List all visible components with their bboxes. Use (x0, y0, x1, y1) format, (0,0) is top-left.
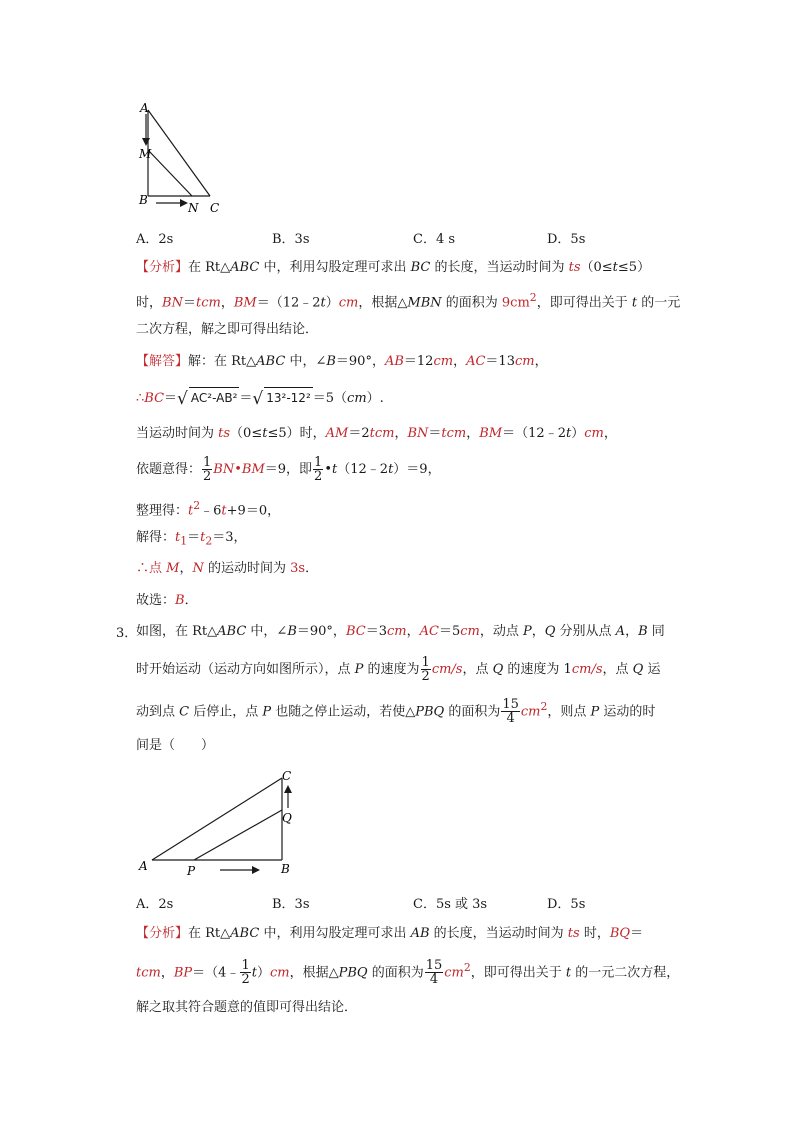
q3-options (136, 893, 696, 913)
q3-option-d: D．5s (547, 897, 586, 912)
q2-options (136, 228, 696, 248)
label-a: A (140, 101, 149, 115)
figure-2-triangle (132, 764, 307, 880)
label-b: B (139, 193, 148, 207)
figure-1-triangle (128, 96, 228, 218)
q2-answer-line-2: ∴BC＝√ AC²-AB² ＝√ 13²-12² ＝5（cm）. (136, 389, 384, 409)
q2-answer-line-1: 【解答】解：在 Rt△ABC 中，∠B＝90°，AB＝12cm，AC＝13cm， (136, 354, 548, 369)
q2-answer-line-4: 依题意得： $\frac{1}{2}$ BN•BM＝9，即 $\frac{1}{2}$ •t（12﹣2t）＝9， (136, 455, 441, 484)
q2-option-d: D．5s (547, 232, 586, 247)
q3-analysis-line-3: 解之取其符合题意的值即可得出结论． (136, 1000, 358, 1015)
label-n: N (188, 201, 199, 215)
label-c: C (282, 769, 292, 783)
arrow-up-icon (284, 785, 292, 808)
segment-mn (148, 150, 192, 196)
label-p: P (187, 864, 196, 878)
q3-stem-line-4: 间是（ ） (136, 738, 215, 753)
label-a: A (139, 859, 148, 873)
q2-answer-line-7: ∴点 M，N 的运动时间为 3s． (136, 561, 319, 576)
arrow-down-icon (142, 114, 150, 146)
q2-answer-line-6: 解得：$t_1=t_2=3$， (136, 530, 247, 548)
q2-option-b: B．3s (272, 232, 310, 247)
arrow-right-icon (220, 866, 260, 874)
q3-option-b: B．3s (272, 897, 310, 912)
label-m: M (139, 147, 152, 161)
q3-option-c: C．5s 或 3s (413, 897, 488, 912)
q3-option-a: A．2s (136, 897, 174, 912)
q2-answer-line-3: 当运动时间为 ts（0≤t≤5）时，AM＝2tcm，BN＝tcm，BM＝（12﹣2t）cm， (136, 426, 617, 441)
q3-stem-line-3: 动到点 C 后停止，点 P 也随之停止运动，若使△PBQ 的面积为 $\frac{15}{4}$ $cm^2$，则点 P 运动的时 (136, 697, 656, 727)
arrow-right-icon (156, 199, 188, 207)
segment-ac (152, 778, 282, 860)
q2-analysis-line-3: 二次方程，解之即可得出结论． (136, 322, 319, 337)
q2-answer-line-8: 故选：B． (136, 593, 198, 608)
q2-analysis-line-2: 时，BN＝tcm，BM＝（12﹣2t）cm，根据△MBN 的面积为 $9cm^2$，即可得出关于 t 的一元 (136, 291, 681, 311)
q3-stem-line-1: 如图，在 Rt△ABC 中，∠B＝90°，BC＝3cm，AC＝5cm，动点 P，Q 分别从点 A，B 同 (136, 624, 665, 639)
q3-analysis-line-2: tcm，BP＝（4﹣ $\frac{1}{2}$ t）cm，根据△PBQ 的面积为 $\frac{15}{4}$ $cm^2$，即可得出关于 t 的一元二次方程， (136, 958, 680, 988)
q2-analysis-line-1: 【分析】在 Rt△ABC 中，利用勾股定理可求出 BC 的长度，当运动时间为 ts（0≤t≤5） (136, 260, 651, 275)
sqrt-expression-2: 13²-12² (264, 387, 313, 408)
q2-option-a: A．2s (136, 232, 174, 247)
label-q: Q (282, 811, 292, 825)
q3-number: 3． (116, 626, 138, 641)
label-c: C (210, 201, 220, 215)
label-b: B (281, 862, 290, 876)
q3-analysis-line-1: 【分析】在 Rt△ABC 中，利用勾股定理可求出 AB 的长度，当运动时间为 ts 时，BQ＝ (136, 926, 644, 941)
segment-pq (194, 810, 282, 860)
q2-option-c: C．4 s (413, 232, 456, 247)
q2-answer-line-5: 整理得：$t^2﹣6t+9=0$， (136, 499, 281, 519)
sqrt-expression-1: AC²-AB² (189, 387, 240, 408)
q3-stem-line-2: 时开始运动（运动方向如图所示），点 P 的速度为 $\frac{1}{2}$ cm/s，点 Q 的速度为 1cm/s，点 Q 运 (136, 655, 661, 684)
